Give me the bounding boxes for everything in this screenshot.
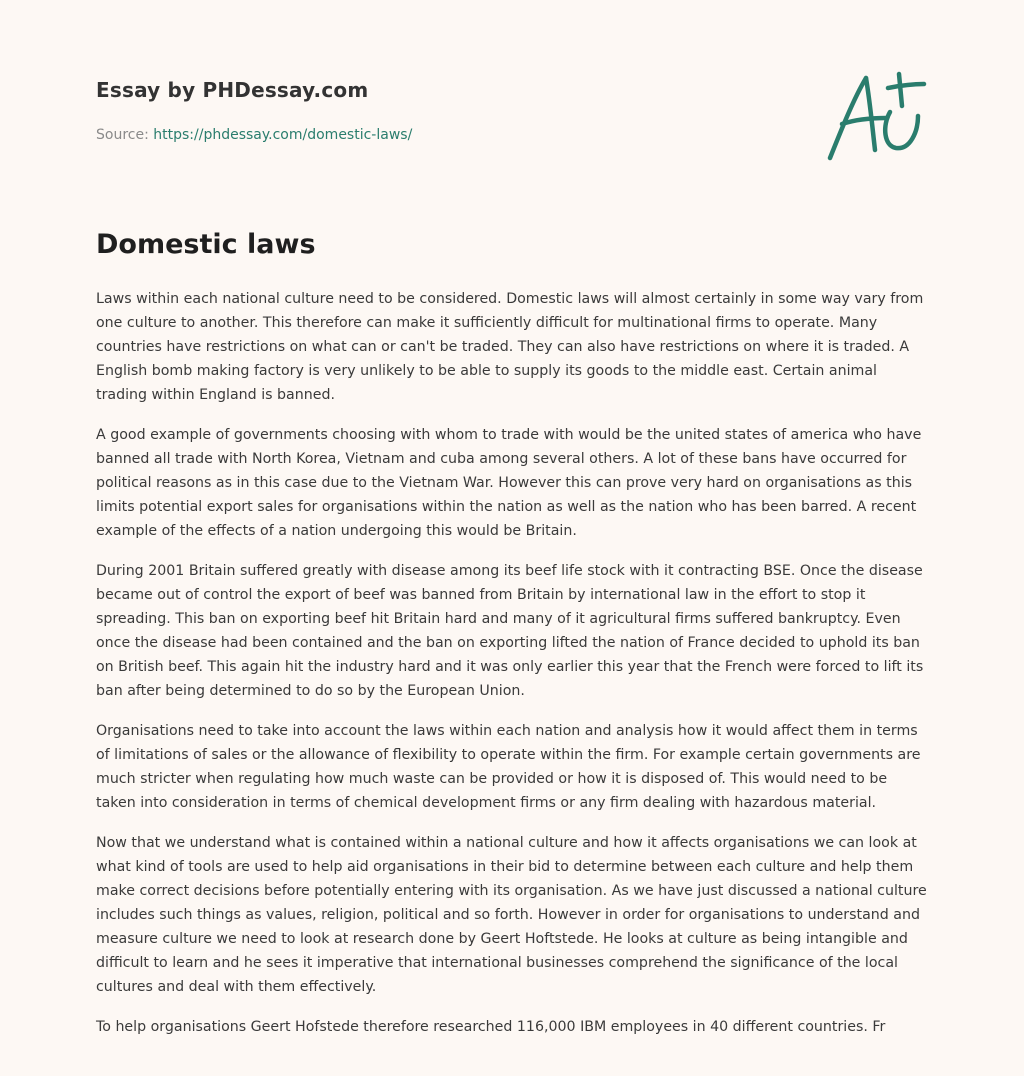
article-paragraph: Organisations need to take into account the laws within each nation and analysis how it would affect them in terms of limitations of sales or the allowance of flexibility to operate within the firm. For example certain governments are much stricter when regulating how much waste can be provided or how it is disposed of. This would need to be taken into consideration in terms of chemical development firms or any firm dealing with hazardous material.: [96, 723, 921, 811]
page-header: [96, 76, 796, 145]
article-paragraph: Laws within each national culture need to be considered. Domestic laws will almost certainly in some way vary from one culture to another. This therefore can make it sufficiently difficult for multinational firms to operate. Many countries have restrictions on what can or can't be traded. They can also have restrictions on where it is traded. A English bomb making factory is very unlikely to be able to supply its goods to the middle east. Certain animal trading within England is banned.: [96, 291, 924, 403]
article-paragraph: Now that we understand what is contained within a national culture and how it affects organisations we can look at what kind of tools are used to help aid organisations in their bid to determine between each culture and help them make correct decisions before potentially entering with its organisation. As we have just discussed a national culture includes such things as values, religion, political and so forth. However in order for organisations to understand and measure culture we need to look at research done by Geert Hoftstede. He looks at culture as being intangible and difficult to learn and he sees it imperative that international businesses comprehend the significance of the local cultures and deal with them effectively.: [96, 835, 927, 995]
article-paragraph: To help organisations Geert Hofstede therefore researched 116,000 IBM employees in 40 different countries. Fr: [96, 1019, 886, 1035]
source-link[interactable]: https://phdessay.com/domestic-laws/: [153, 127, 413, 143]
site-title: Essay by PHDessay.com: [96, 78, 369, 102]
source-label: Source:: [96, 127, 149, 143]
article: [96, 226, 928, 1055]
a-plus-icon: [820, 66, 932, 166]
a-plus-grade-logo: [820, 66, 932, 166]
source-line: [96, 125, 796, 145]
article-title: Domestic laws: [96, 229, 316, 260]
article-paragraph: A good example of governments choosing with whom to trade with would be the united states of america who have banned all trade with North Korea, Vietnam and cuba among several others. A lot of these bans have occurred for political reasons as in this case due to the Vietnam War. However this can prove very hard on organisations as this limits potential export sales for organisations within the nation as well as the nation who has been barred. A recent example of the effects of a nation undergoing this would be Britain.: [96, 427, 922, 539]
article-paragraph: During 2001 Britain suffered greatly with disease among its beef life stock with it contracting BSE. Once the disease became out of control the export of beef was banned from Britain by international law in the effort to stop it spreading. This ban on exporting beef hit Britain hard and many of it agricultural firms suffered bankruptcy. Even once the disease had been contained and the ban on exporting lifted the nation of France decided to uphold its ban on British beef. This again hit the industry hard and it was only earlier this year that the French were forced to lift its ban after being determined to do so by the European Union.: [96, 563, 924, 699]
